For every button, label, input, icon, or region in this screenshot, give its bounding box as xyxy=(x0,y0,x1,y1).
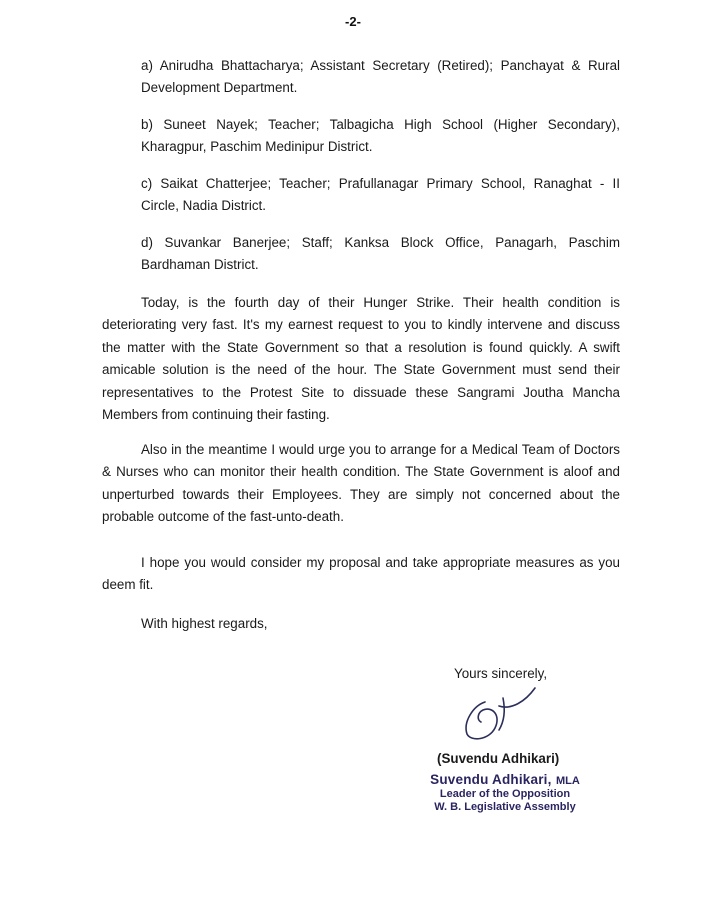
list-item-d: d) Suvankar Banerjee; Staff; Kanksa Block Office, Panagarh, Paschim Bardhaman District. xyxy=(141,235,620,272)
paragraph-proposal: I hope you would consider my proposal and take appropriate measures as you deem fit. xyxy=(102,555,620,593)
official-stamp xyxy=(430,773,580,814)
list-item-b: b) Suneet Nayek; Teacher; Talbagicha High School (Higher Secondary), Kharagpur, Paschim Medinipur District. xyxy=(141,117,620,154)
signatory-name: (Suvendu Adhikari) xyxy=(437,751,560,766)
stamp-name: Suvendu Adhikari, xyxy=(430,772,552,787)
sign-off: Yours sincerely, xyxy=(454,666,548,681)
stamp-title: Leader of the Opposition xyxy=(439,788,571,800)
signature-icon xyxy=(455,684,555,744)
list-item-c: c) Saikat Chatterjee; Teacher; Prafullanagar Primary School, Ranaghat - II Circle, Nadia District. xyxy=(141,176,620,213)
list-item-a: a) Anirudha Bhattacharya; Assistant Secretary (Retired); Panchayat & Rural Development Department. xyxy=(141,58,620,95)
closing-regards: With highest regards, xyxy=(141,616,268,631)
page-number: -2- xyxy=(345,14,361,29)
paragraph-medical-team: Also in the meantime I would urge you to arrange for a Medical Team of Doctors & Nurses who can monitor their health condition. The State Government is aloof and unperturbed towards their Employees. They are simply not concerned about the probable outcome of the fast-unto-death. xyxy=(102,442,620,525)
paragraph-hunger-strike: Today, is the fourth day of their Hunger Strike. Their health condition is deteriorating very fast. It's my earnest request to you to kindly intervene and discuss the matter with the State Government so that a resolution is found quickly. A swift amicable solution is the need of the hour. The State Government must send their representatives to the Protest Site to dissuade these Sangrami Joutha Mancha Members from continuing their fasting. xyxy=(102,295,620,423)
stamp-body: W. B. Legislative Assembly xyxy=(434,801,576,813)
stamp-suffix: MLA xyxy=(556,775,580,787)
